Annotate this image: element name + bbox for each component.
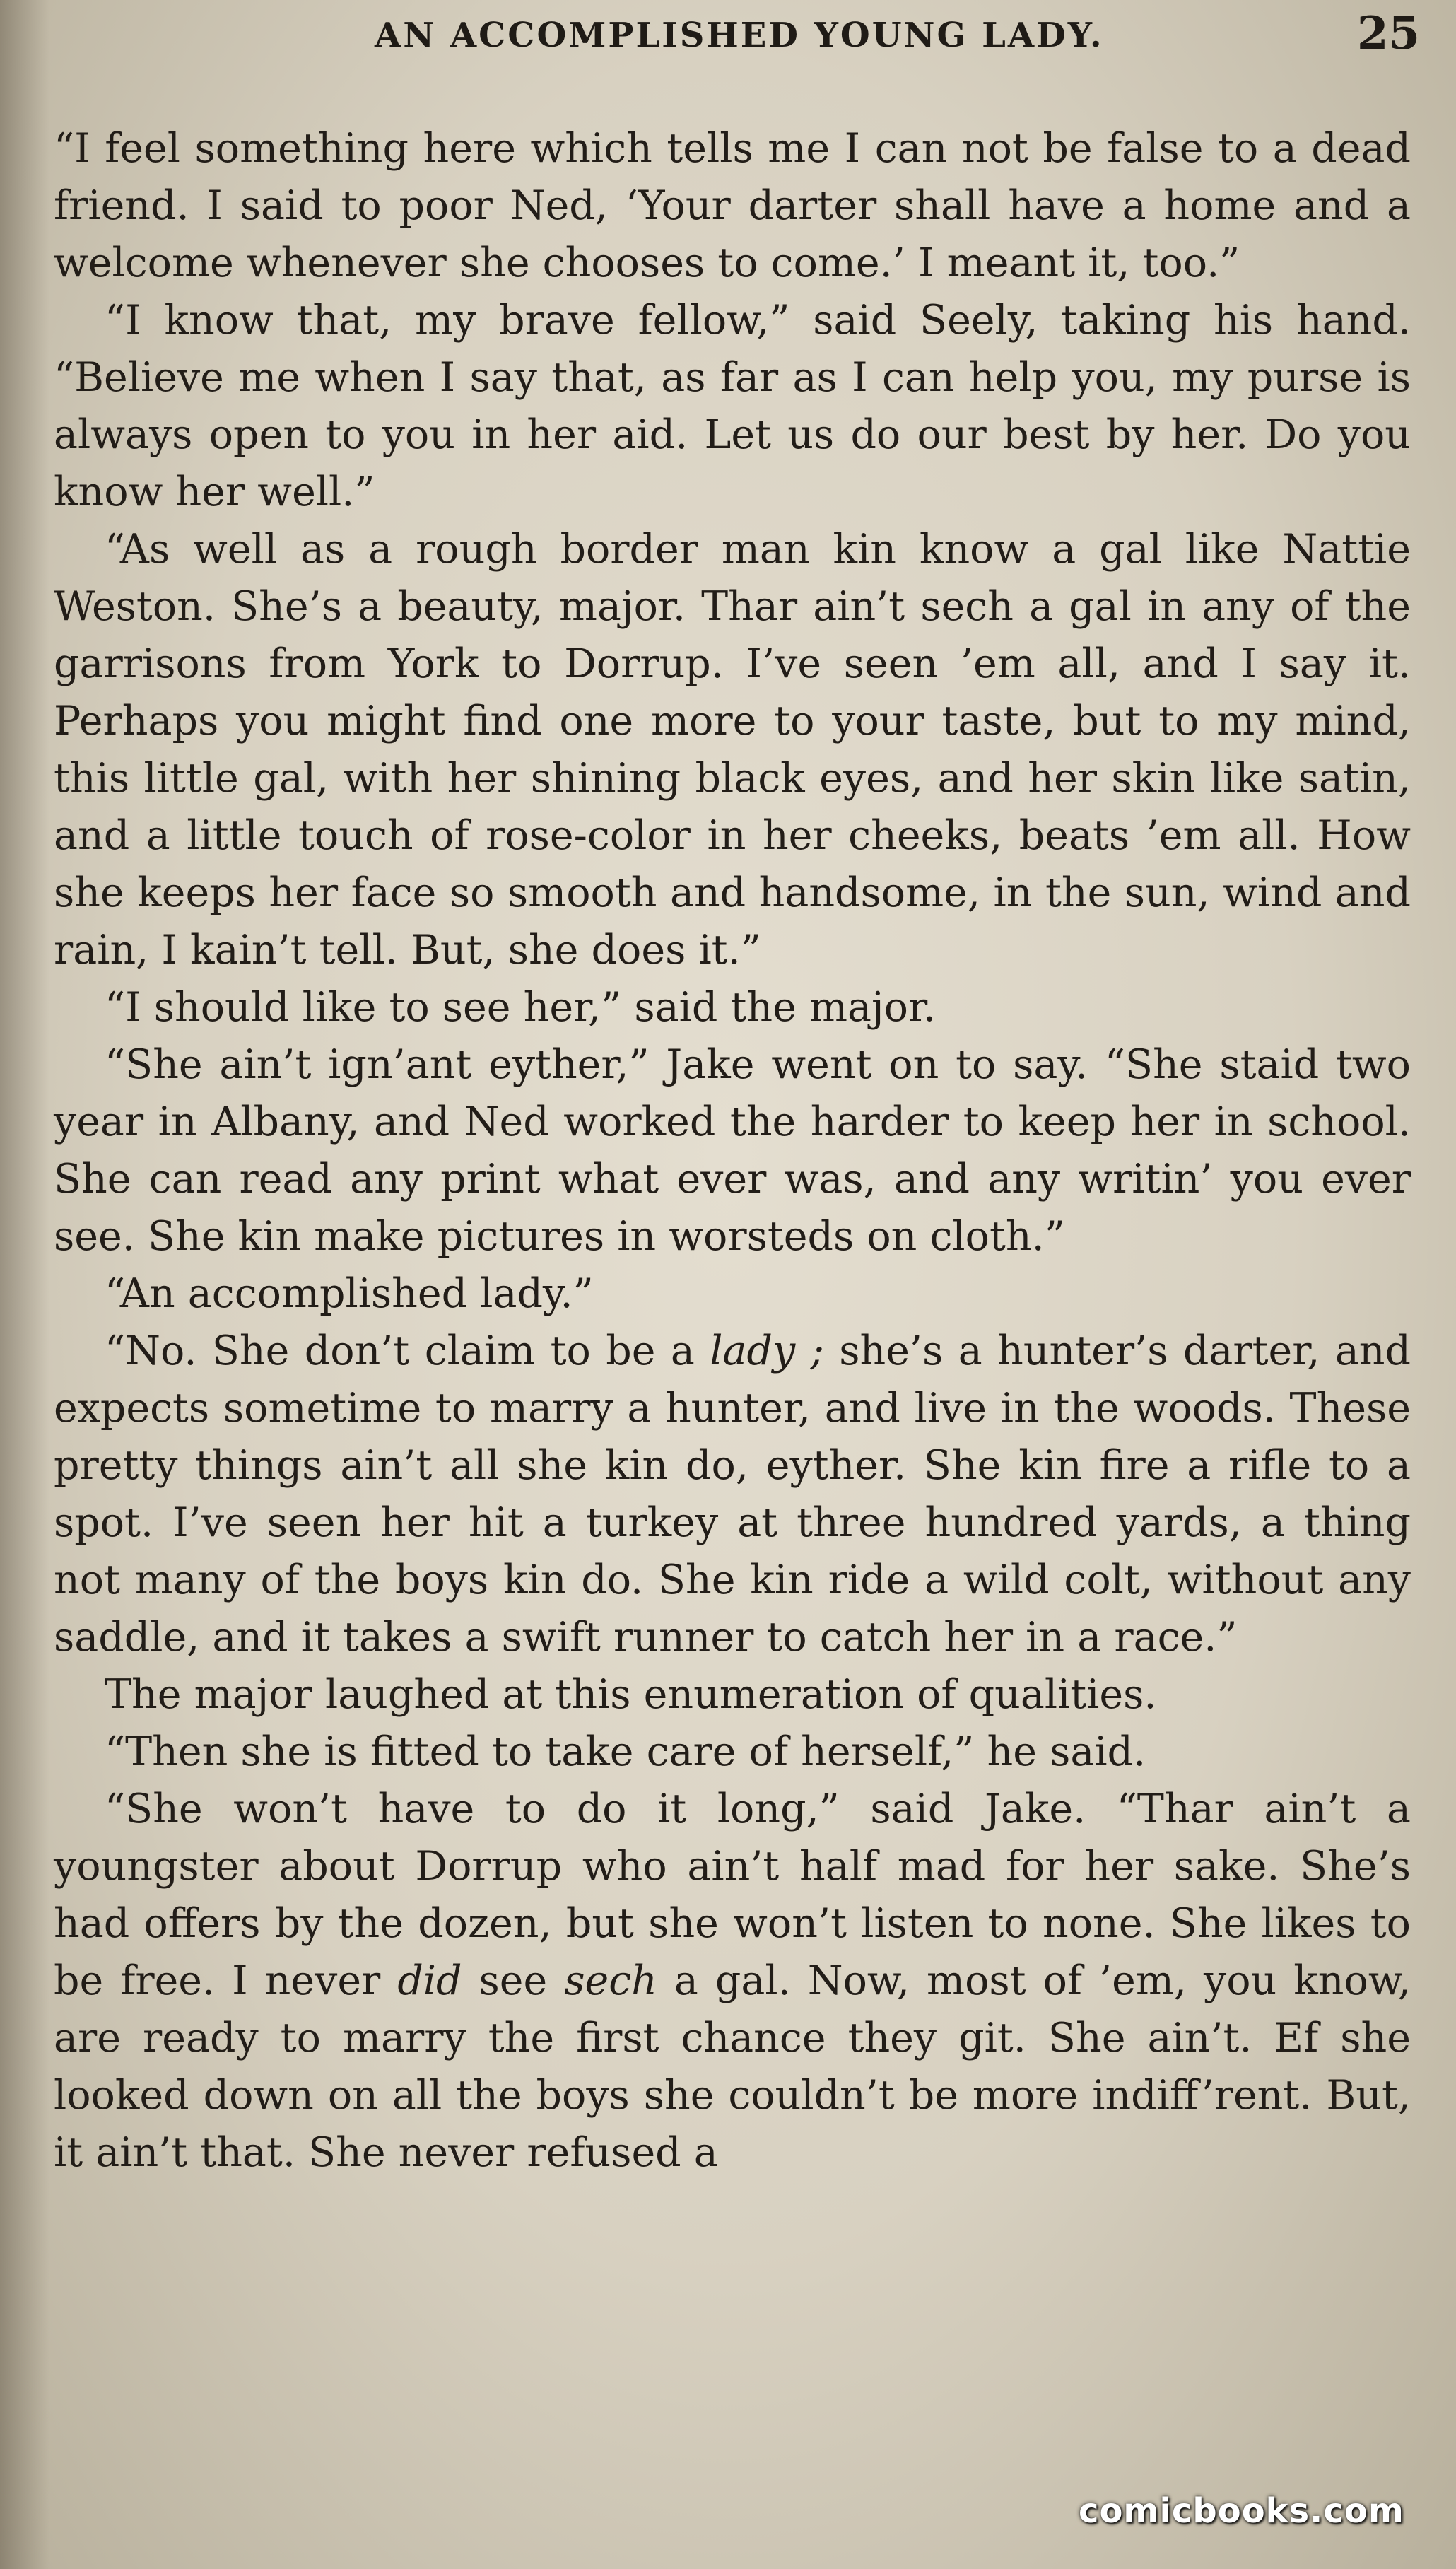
body-text: [54, 120, 1411, 2182]
italic-text: lady ;: [710, 1328, 824, 1374]
paragraph: [54, 521, 1411, 979]
paragraph: [54, 1265, 1411, 1323]
text-run: see: [462, 1958, 565, 2004]
italic-text: sech: [564, 1958, 657, 2004]
page-header: [0, 6, 1456, 69]
text-run: she’s a hunter’s darter, and expects sometime to marry a hunter, and live in the woods. These pretty things ain’t all she kin do, eyther. She kin fire a rifle to a spot. I’ve seen her hit a turkey at three hundred yards, a thing not many of the boys kin do. She kin ride a wild colt, without any saddle, and it takes a swift runner to catch her in a race.”: [54, 1328, 1411, 1661]
text-run: “No. She don’t claim to be a: [105, 1328, 710, 1374]
text-run: The major laughed at this enumeration of qualities.: [105, 1671, 1157, 1718]
text-run: a gal. Now, most of ’em, you know, are ready to marry the first chance they git. She ain’t. Ef she looked down on all the boys she couldn’t be more indiff’rent. But, it ain’t that. She never refused a: [54, 1958, 1411, 2176]
text-run: “Then she is fitted to take care of herself,” he said.: [105, 1728, 1146, 1775]
italic-text: did: [397, 1958, 462, 2004]
text-run: “She ain’t ign’ant eyther,” Jake went on to say. “She staid two year in Albany, and Ned worked the harder to keep her in school. She can read any print what ever was, and any writin’ you ever see. She kin make pictures in worsteds on cloth.”: [54, 1041, 1411, 1260]
text-run: “I should like to see her,” said the major.: [105, 984, 937, 1031]
text-run: “I know that, my brave fellow,” said Seely, taking his hand. “Believe me when I say that, as far as I can help you, my purse is always open to you in her aid. Let us do our best by her. Do you know her well.”: [54, 297, 1411, 515]
text-run: “She won’t have to do it long,” said Jake. “Thar ain’t a youngster about Dorrup who ain’t half mad for her sake. She’s had offers by the dozen, but she won’t listen to none. She likes to be free. I never: [54, 1786, 1411, 2004]
watermark-logo: comicbooks.com: [1079, 2491, 1404, 2531]
text-run: “An accomplished lady.”: [105, 1270, 594, 1317]
running-head: AN ACCOMPLISHED YOUNG LADY.: [375, 16, 1104, 55]
page-number: 25: [1357, 7, 1421, 60]
paragraph: [54, 120, 1411, 292]
paragraph: [54, 979, 1411, 1036]
paragraph: [54, 1781, 1411, 2182]
paragraph: [54, 292, 1411, 521]
paragraph: [54, 1036, 1411, 1265]
spine-shadow: [0, 0, 49, 2569]
paragraph: [54, 1323, 1411, 1666]
text-run: “As well as a rough border man kin know a gal like Nattie Weston. She’s a beauty, major. Thar ain’t sech a gal in any of the garrisons from York to Dorrup. I’ve seen ’em all, and I say it. Perhaps you might find one more to your taste, but to my mind, this little gal, with her shining black eyes, and her skin like satin, and a little touch of rose-color in her cheeks, beats ’em all. How she keeps her face so smooth and handsome, in the sun, wind and rain, I kain’t tell. But, she does it.”: [54, 526, 1411, 973]
paragraph: [54, 1724, 1411, 1781]
text-run: “I feel something here which tells me I can not be false to a dead friend. I said to poor Ned, ‘Your darter shall have a home and a welcome whenever she chooses to come.’ I meant it, too.”: [54, 125, 1411, 286]
paragraph: [54, 1666, 1411, 1724]
